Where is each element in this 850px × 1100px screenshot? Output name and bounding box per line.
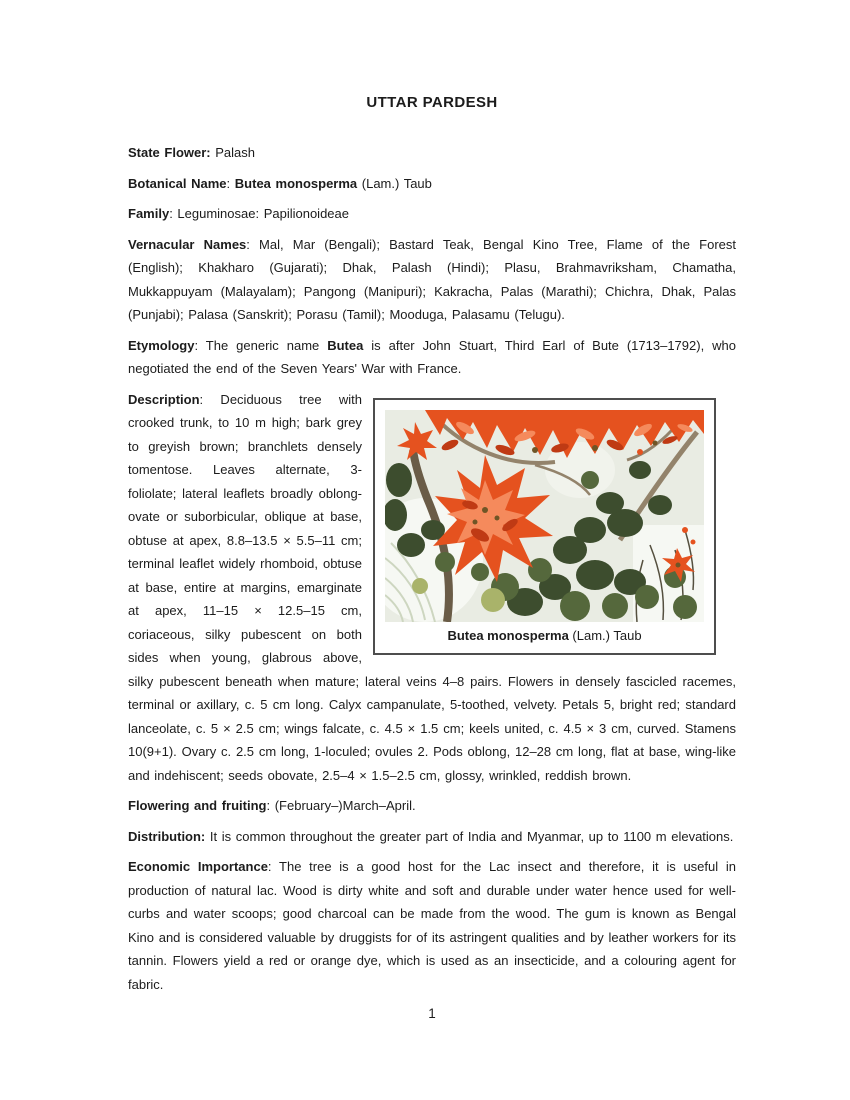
flowering-paragraph [128,794,736,818]
family-label: Family [128,206,170,221]
economic-importance-paragraph [128,855,736,996]
etymology-paragraph [128,334,736,381]
state-flower-label: State Flower: [128,145,211,160]
vernacular-names-label: Vernacular Names [128,236,247,252]
distribution-paragraph [128,825,736,849]
family-value: : Leguminosae: Papilionoideae [169,206,349,221]
state-flower-paragraph [128,141,736,165]
figure-caption-author: (Lam.) Taub [568,627,642,643]
botanical-name-species: Butea monosperma [234,175,358,191]
description-label: Description [128,391,200,407]
botanical-name-label: Botanical Name [128,175,227,191]
figure-caption [385,628,704,644]
etymology-text-after: is after John Stuart, Third Earl of Bute (1713–1792), who negotiated the end of the Seven Years' War with France. [128,337,736,376]
figure-caption-species: Butea monosperma [447,627,569,643]
etymology-genus: Butea [327,337,364,353]
family-paragraph [128,202,736,226]
etymology-label: Etymology [128,337,195,353]
botanical-name-paragraph [128,172,736,196]
botanical-name-author: (Lam.) Taub [357,175,432,191]
description-text: : Deciduous tree with crooked trunk, to 10 m high; bark grey to greyish brown; branchlets densely tomentose. Leaves alternate, 3-foliolate; lateral leaflets broadly oblong-ovate or suborbicular, oblique at base, obtuse at apex, 8.8–13.5 × 5.5–11 cm; terminal leaflet widely rhomboid, obtuse at base, entire at margins, emarginate at apex, 11–15 × 12.5–15 cm, coriaceous, silky pubescent on both sides when young, glabrous above, silky pubescent beneath when mature; lateral veins 4–8 pairs. Flowers in densely fascicled racemes, terminal or axillary, c. 5 cm long. Calyx campanulate, 5-toothed, velvety. Petals 5, bright red; standard lanceolate, c. 5 × 2.5 cm; wings falcate, c. 4.5 × 1.5 cm; keels united, c. 4.5 × 3 cm, curved. Stamens 10(9+1). Ovary c. 2.5 cm long, 1-loculed; ovules 2. Pods oblong, 12–28 cm long, flat at base, wing-like and indehiscent; seeds obovate, 2.5–4 × 1.5–2.5 cm, glossy, wrinkled, reddish brown. [128,391,736,783]
state-flower-value: Palash [210,145,255,160]
botanical-name-sep: : [226,175,235,191]
figure-frame [373,398,716,655]
vernacular-names-paragraph [128,233,736,327]
vernacular-names-text: : Mal, Mar (Bengali); Bastard Teak, Bengal Kino Tree, Flame of the Forest (English); Khakharo (Gujarati); Dhak, Palash (Hindi); Plasu, Brahmavriksham, Chamatha, Mukkappuyam (Malayalam); Pangong (Manipuri); Kakracha, Palas (Marathi); Chichra, Dhak, Palas (Punjabi); Palasa (Sanskrit); Porasu (Tamil); Mooduga, Palasamu (Telugu). [128,236,736,322]
page-title: UTTAR PARDESH [366,94,498,111]
page-number: 1 [428,1006,436,1021]
distribution-text: It is common throughout the greater part of India and Myanmar, up to 1100 m elevations. [205,828,734,844]
economic-importance-label: Economic Importance [128,859,268,874]
economic-importance-text: : The tree is a good host for the Lac insect and therefore, it is useful in production of natural lac. Wood is dirty white and soft and durable under water hence used for well-curbs and water scoops; good charcoal can be made from the wood. The gum is known as Bengal Kino and is considered valuable by druggists for of its astringent qualities and by leather workers for its tannin. Flowers yield a red or orange dye, which is used as an insecticide, and a colouring agent for fabric. [128,859,736,992]
butea-flower-photo [385,410,704,622]
butea-flower-illustration [385,410,704,622]
flowering-label: Flowering and fruiting [128,798,267,813]
flowering-text: : (February–)March–April. [266,798,416,813]
distribution-label: Distribution: [128,828,206,844]
description-paragraph [128,388,736,788]
etymology-text-before: : The generic name [194,337,328,353]
